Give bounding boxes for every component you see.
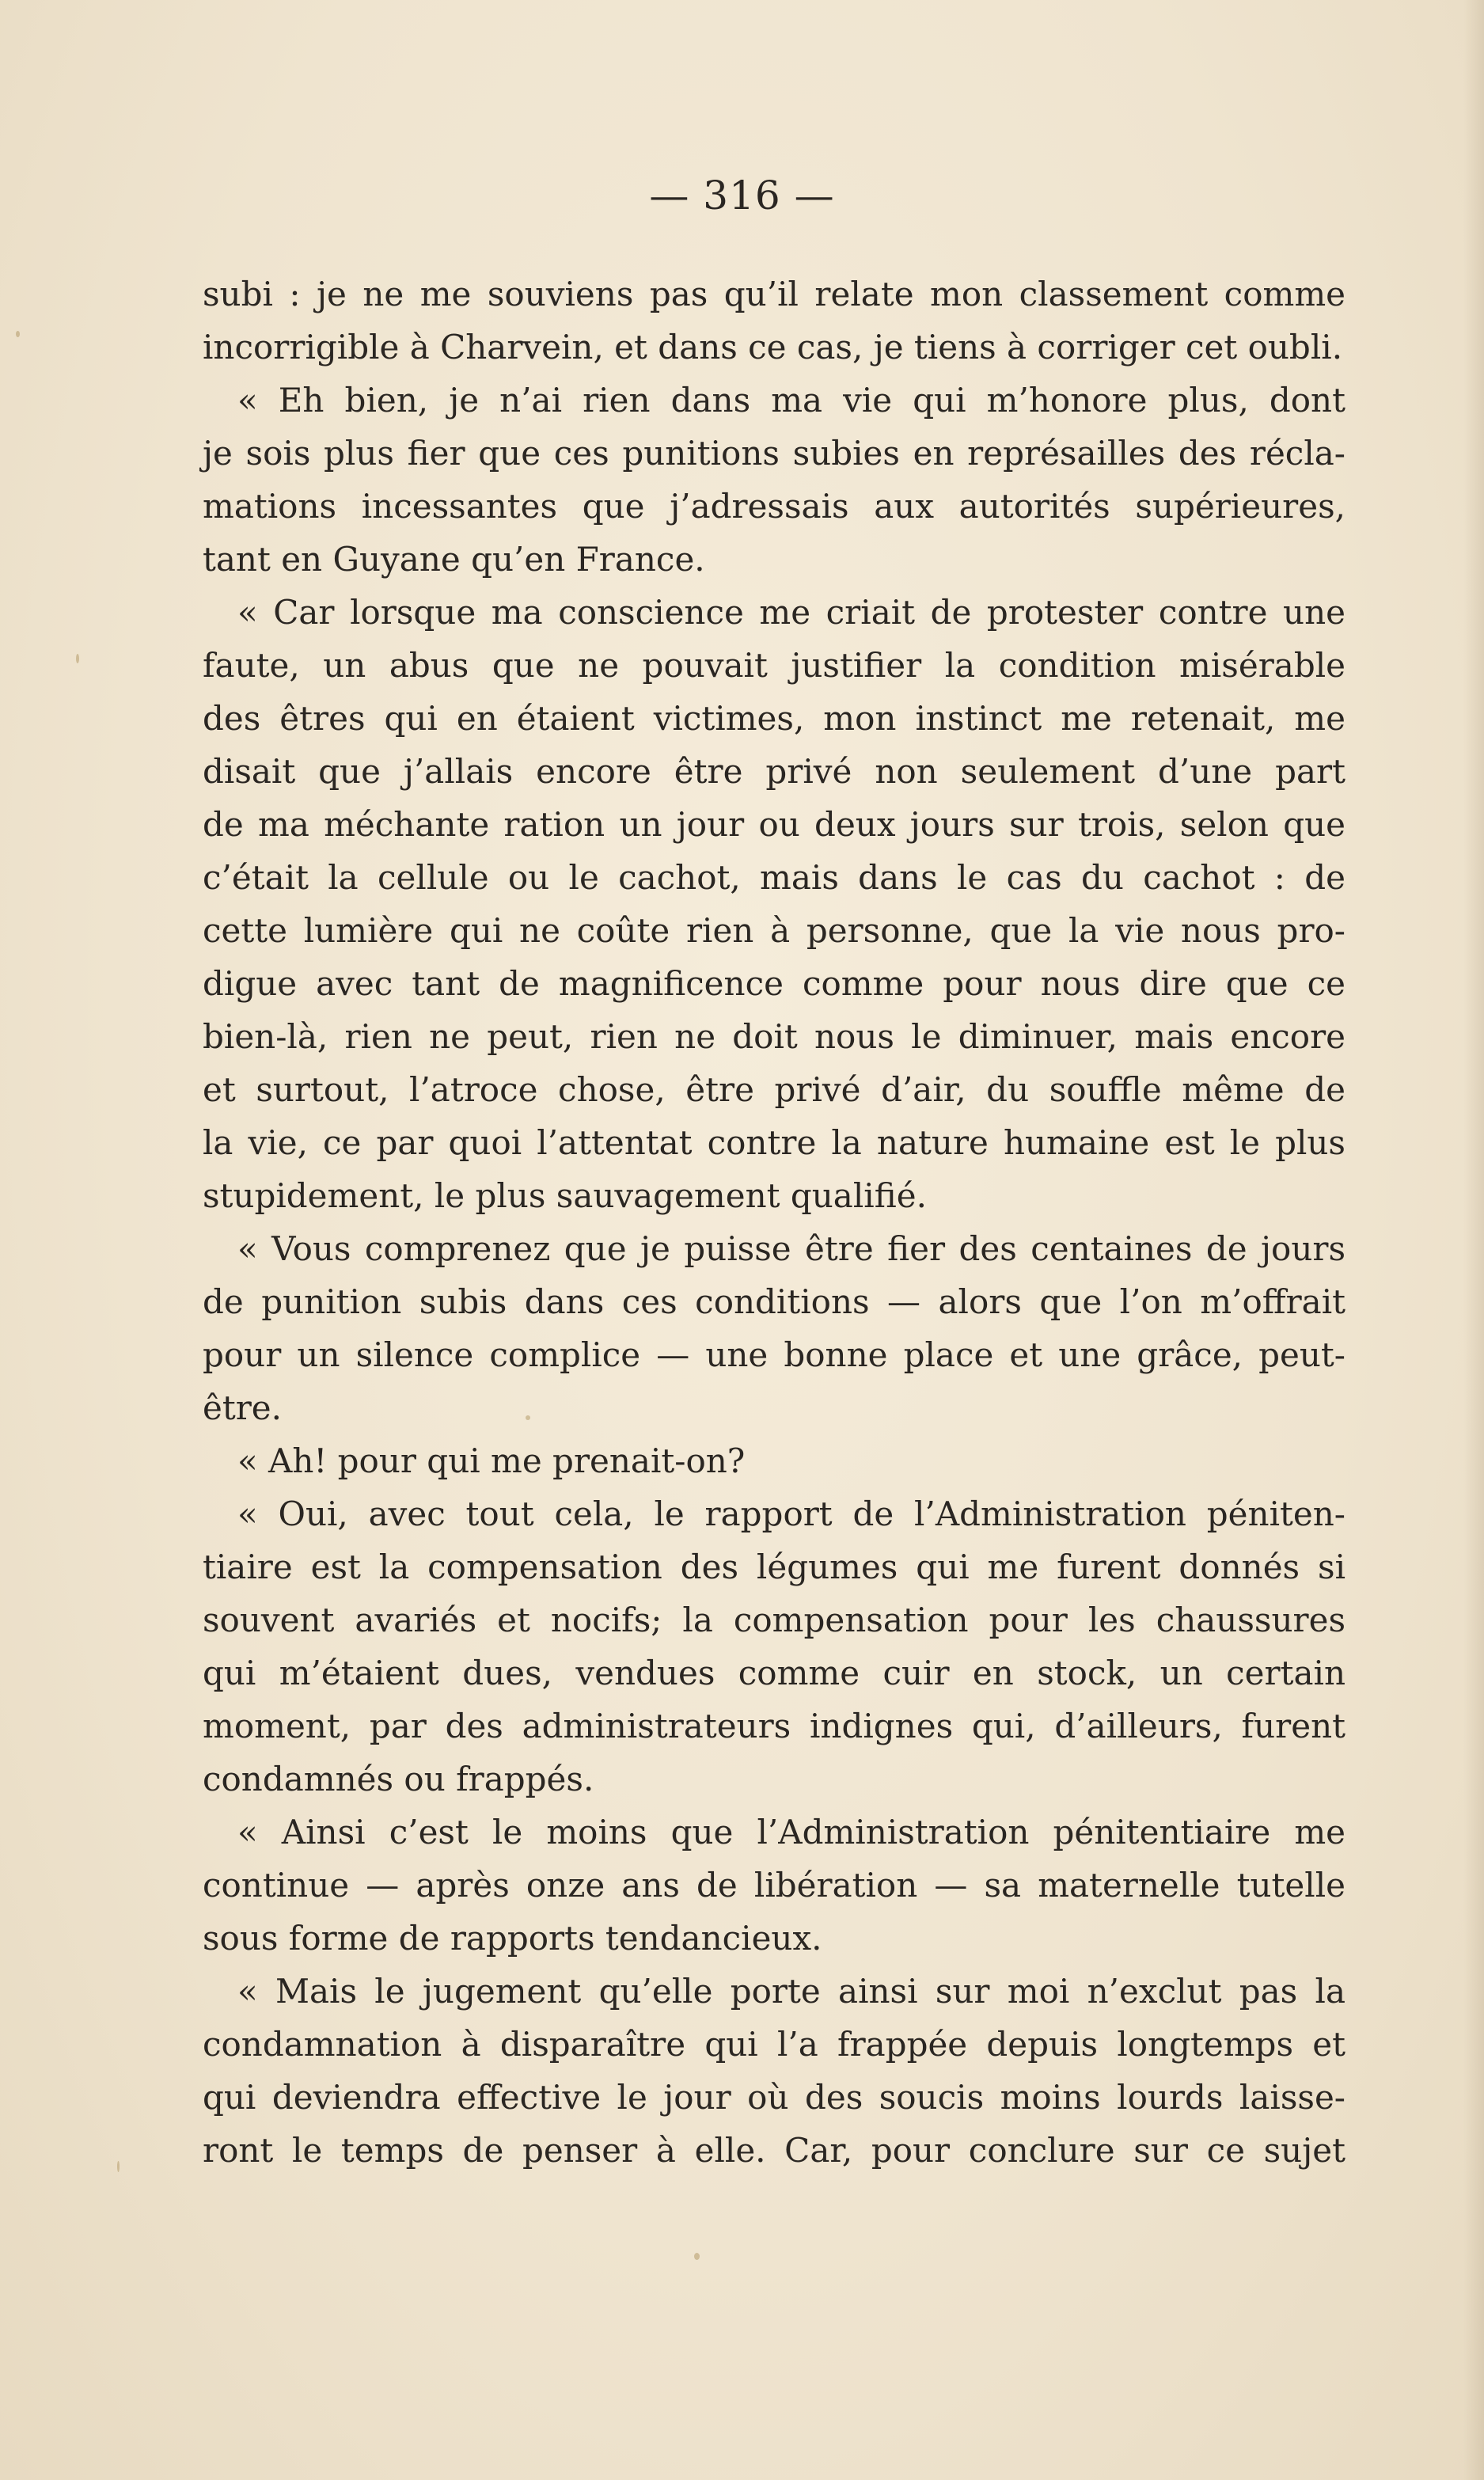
page-edge-shadow [1463,0,1484,2480]
text-line: de punition subis dans ces conditions — alors que l’on m’offrait [203,1282,1345,1321]
text-line: faute, un abus que ne pouvait justifier la condition misérable [203,646,1345,685]
text-line: ront le temps de penser à elle. Car, pour conclure sur ce sujet [203,2131,1345,2170]
text-line: condamnés ou frappés. [203,1760,594,1798]
text-line: condamnation à disparaître qui l’a frappée depuis longtemps et [203,2025,1345,2064]
text-line: continue — après onze ans de libération — sa maternelle tutelle [203,1866,1345,1905]
text-line: qui m’étaient dues, vendues comme cuir en stock, un certain [203,1654,1345,1692]
paper-speck [16,331,20,337]
text-line: pour un silence complice — une bonne place et une grâce, peut- [203,1335,1345,1374]
paper-speck [76,654,79,663]
text-line: subi : je ne me souviens pas qu’il relate mon classement comme [203,275,1345,313]
paper-speck [117,2161,120,2172]
body-text [203,268,1345,2177]
text-line: « Car lorsque ma conscience me criait de protester contre une [237,593,1345,632]
text-line: mations incessantes que j’adressais aux autorités supérieures, [203,487,1345,526]
text-line: je sois plus fier que ces punitions subies en représailles des récla- [203,434,1345,473]
text-line: et surtout, l’atroce chose, être privé d’air, du souffle même de [203,1070,1345,1109]
text-line: « Eh bien, je n’ai rien dans ma vie qui m’honore plus, dont [237,381,1345,420]
text-line: de ma méchante ration un jour ou deux jours sur trois, selon que [203,805,1345,844]
text-line: « Ah! pour qui me prenait-on? [237,1441,746,1480]
text-line: « Mais le jugement qu’elle porte ainsi sur moi n’exclut pas la [237,1972,1345,2011]
text-line: digue avec tant de magnificence comme pour nous dire que ce [203,964,1345,1003]
text-line: des êtres qui en étaient victimes, mon instinct me retenait, me [203,699,1345,738]
text-line: tiaire est la compensation des légumes qui me furent donnés si [203,1548,1345,1586]
text-line: bien-là, rien ne peut, rien ne doit nous le diminuer, mais encore [203,1017,1345,1056]
text-line: tant en Guyane qu’en France. [203,540,705,579]
text-line: « Oui, avec tout cela, le rapport de l’Administration péniten- [237,1494,1345,1533]
text-line: moment, par des administrateurs indignes qui, d’ailleurs, furent [203,1707,1345,1745]
page-number: — 316 — [649,173,835,218]
text-line: « Vous comprenez que je puisse être fier des centaines de jours [237,1229,1345,1268]
text-line: stupidement, le plus sauvagement qualifié. [203,1176,927,1215]
text-line: la vie, ce par quoi l’attentat contre la nature humaine est le plus [203,1123,1345,1162]
text-line: « Ainsi c’est le moins que l’Administration pénitentiaire me [237,1813,1345,1851]
text-line: cette lumière qui ne coûte rien à personne, que la vie nous pro- [203,911,1345,950]
text-line: disait que j’allais encore être privé non seulement d’une part [203,752,1345,791]
paper-speck [526,1415,530,1420]
text-line: incorrigible à Charvein, et dans ce cas, je tiens à corriger cet oubli. [203,328,1343,366]
text-line: sous forme de rapports tendancieux. [203,1919,822,1958]
text-line: qui deviendra effective le jour où des soucis moins lourds laisse- [203,2078,1345,2117]
text-line: c’était la cellule ou le cachot, mais dans le cas du cachot : de [203,858,1345,897]
text-line: être. [203,1388,283,1427]
paper-speck [694,2253,700,2260]
text-line: souvent avariés et nocifs; la compensation pour les chaussures [203,1601,1345,1639]
